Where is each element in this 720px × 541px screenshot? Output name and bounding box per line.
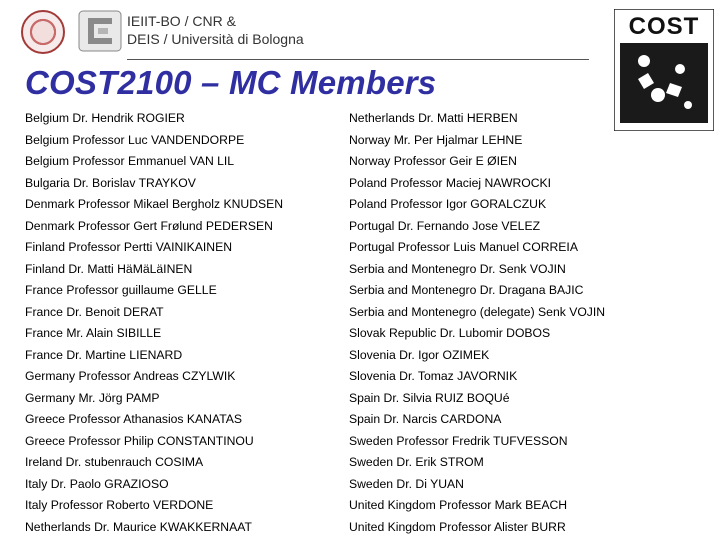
- member-entry: France Professor guillaume GELLE: [25, 283, 283, 305]
- member-entry: Norway Professor Geir E ØIEN: [349, 154, 605, 176]
- member-entry: Serbia and Montenegro Dr. Senk VOJIN: [349, 262, 605, 284]
- member-entry: Germany Mr. Jörg PAMP: [25, 391, 283, 413]
- member-entry: Slovak Republic Dr. Lubomir DOBOS: [349, 326, 605, 348]
- member-entry: France Mr. Alain SIBILLE: [25, 326, 283, 348]
- member-entry: France Dr. Martine LIENARD: [25, 348, 283, 370]
- member-entry: Serbia and Montenegro Dr. Dragana BAJIC: [349, 283, 605, 305]
- member-entry: Ireland Dr. stubenrauch COSIMA: [25, 455, 283, 477]
- member-entry: Germany Professor Andreas CZYLWIK: [25, 369, 283, 391]
- member-entry: Spain Dr. Silvia RUIZ BOQUé: [349, 391, 605, 413]
- member-entry: Slovenia Dr. Tomaz JAVORNIK: [349, 369, 605, 391]
- member-entry: Belgium Dr. Hendrik ROGIER: [25, 111, 283, 133]
- member-entry: Finland Dr. Matti HäMäLäINEN: [25, 262, 283, 284]
- cost-logo: [614, 9, 714, 131]
- member-entry: Sweden Professor Fredrik TUFVESSON: [349, 434, 605, 456]
- member-entry: Netherlands Dr. Maurice KWAKKERNAAT: [25, 520, 283, 541]
- member-entry: Italy Professor Roberto VERDONE: [25, 498, 283, 520]
- member-entry: Belgium Professor Luc VANDENDORPE: [25, 133, 283, 155]
- member-entry: Greece Professor Athanasios KANATAS: [25, 412, 283, 434]
- member-entry: Serbia and Montenegro (delegate) Senk VOJIN: [349, 305, 605, 327]
- member-entry: Spain Dr. Narcis CARDONA: [349, 412, 605, 434]
- university-of-bologna-seal-logo: [21, 10, 65, 54]
- member-entry: Bulgaria Dr. Borislav TRAYKOV: [25, 176, 283, 198]
- member-entry: Netherlands Dr. Matti HERBEN: [349, 111, 605, 133]
- page-title: COST2100 – MC Members: [25, 64, 436, 102]
- member-entry: Norway Mr. Per Hjalmar LEHNE: [349, 133, 605, 155]
- cost-logo-wordmark: COST: [629, 13, 700, 40]
- member-entry: Greece Professor Philip CONSTANTINOU: [25, 434, 283, 456]
- member-entry: France Dr. Benoit DERAT: [25, 305, 283, 327]
- member-entry: Sweden Dr. Di YUAN: [349, 477, 605, 499]
- member-entry: Sweden Dr. Erik STROM: [349, 455, 605, 477]
- member-entry: United Kingdom Professor Mark BEACH: [349, 498, 605, 520]
- member-entry: Portugal Dr. Fernando Jose VELEZ: [349, 219, 605, 241]
- members-list-left: [25, 111, 283, 541]
- member-entry: Italy Dr. Paolo GRAZIOSO: [25, 477, 283, 499]
- member-entry: Poland Professor Maciej NAWROCKI: [349, 176, 605, 198]
- member-entry: Denmark Professor Gert Frølund PEDERSEN: [25, 219, 283, 241]
- header-line-2: DEIS / Università di Bologna: [127, 30, 304, 48]
- member-entry: Portugal Professor Luis Manuel CORREIA: [349, 240, 605, 262]
- members-list-right: [349, 111, 605, 541]
- member-entry: United Kingdom Professor Alister BURR: [349, 520, 605, 541]
- member-entry: Belgium Professor Emmanuel VAN LIL: [25, 154, 283, 176]
- header-institution: [127, 12, 304, 48]
- member-entry: Poland Professor Igor GORALCZUK: [349, 197, 605, 219]
- header-divider: [127, 59, 589, 60]
- member-entry: Denmark Professor Mikael Bergholz KNUDSEN: [25, 197, 283, 219]
- member-entry: Finland Professor Pertti VAINIKAINEN: [25, 240, 283, 262]
- member-entry: Slovenia Dr. Igor OZIMEK: [349, 348, 605, 370]
- cnr-logo: [78, 10, 122, 52]
- header-line-1: IEIIT-BO / CNR &: [127, 12, 304, 30]
